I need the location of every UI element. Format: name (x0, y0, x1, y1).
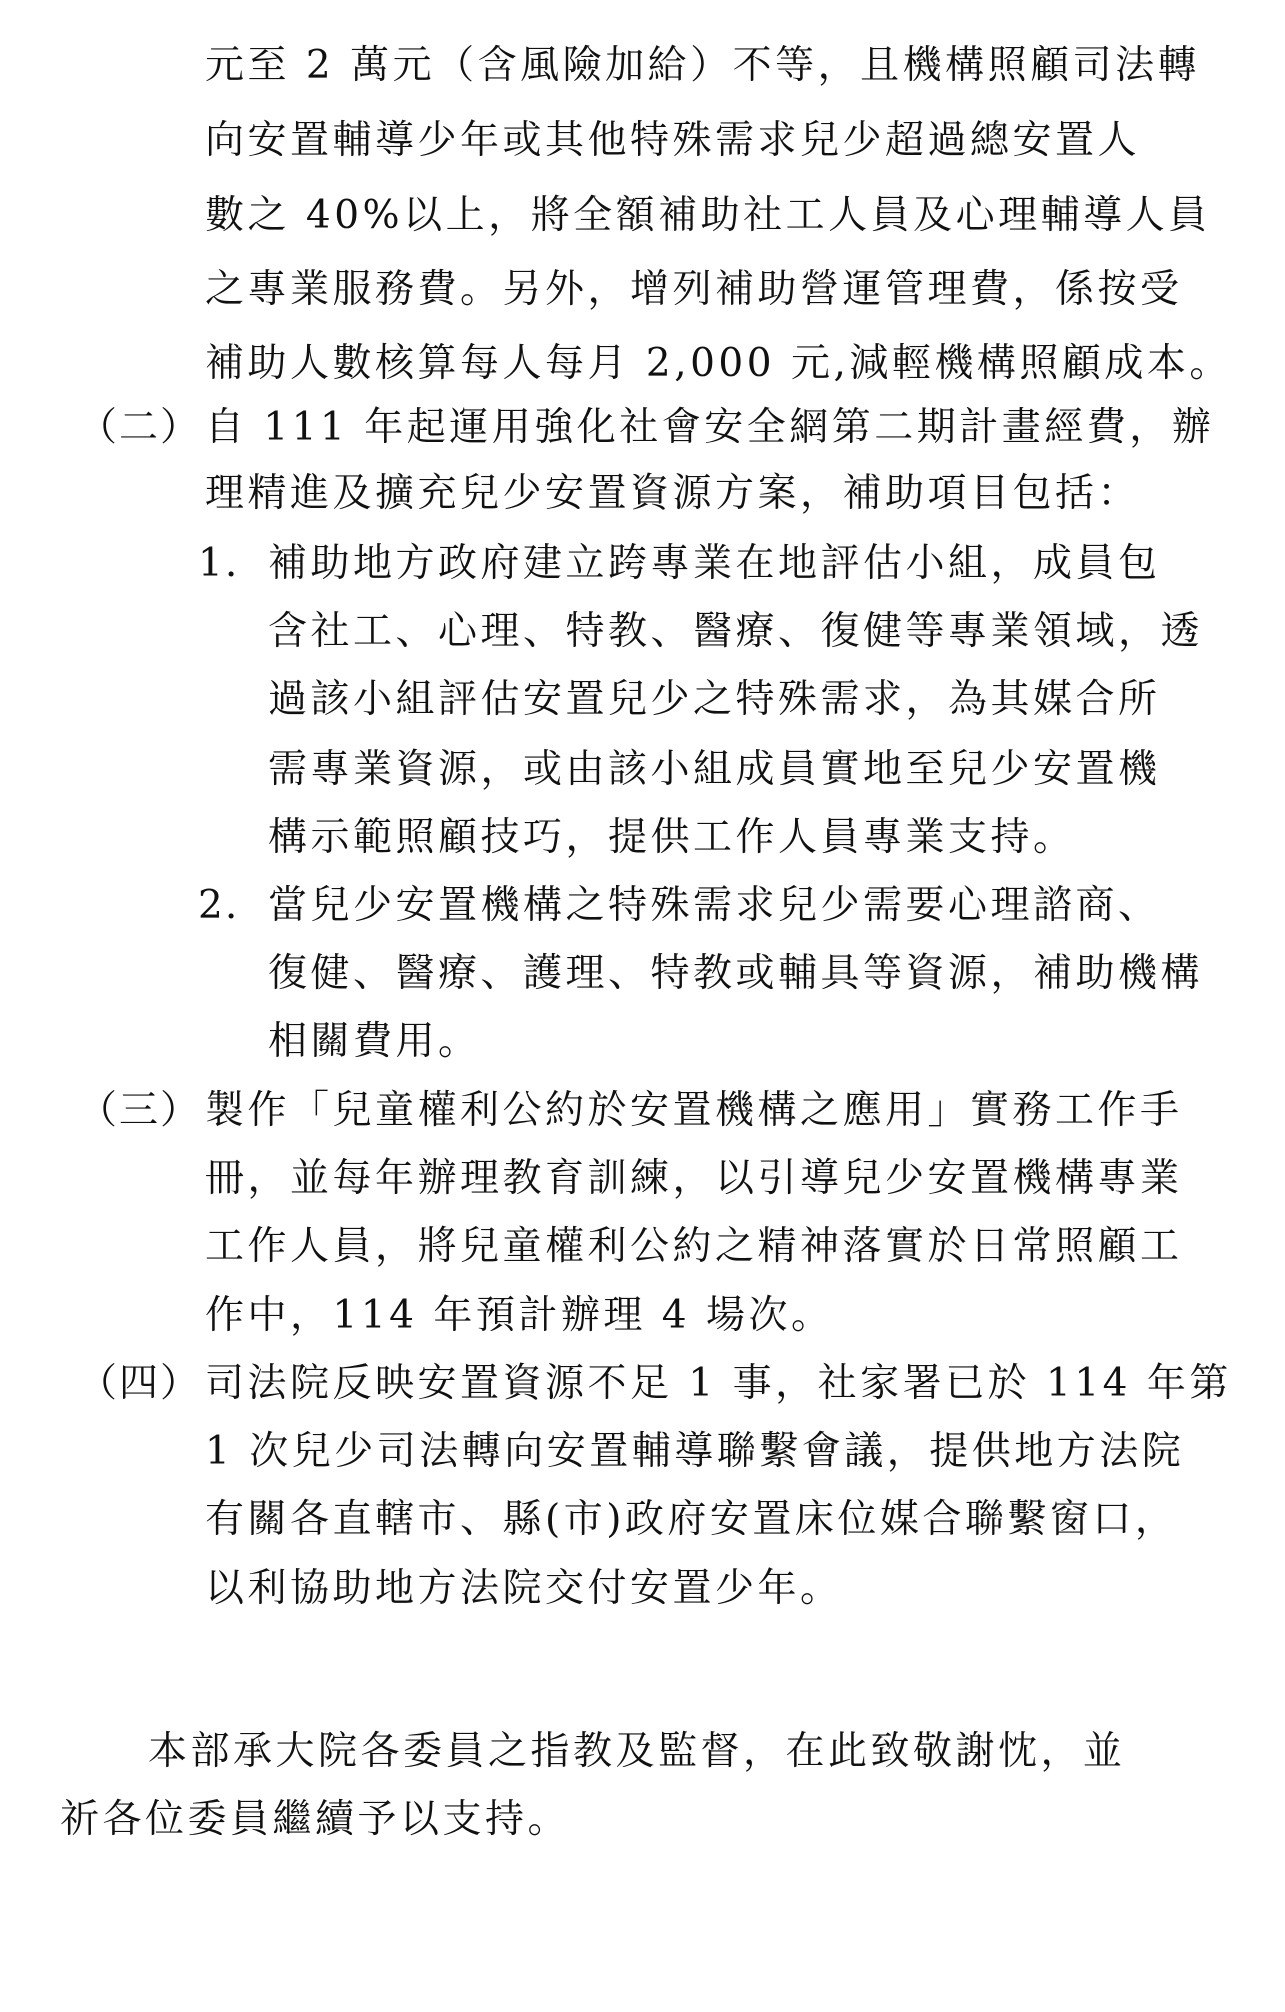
section-4-line-3: 有關各直轄市、縣(市)政府安置床位媒合聯繫窗口， (205, 1497, 1178, 1542)
intro-line-3: 數之 40%以上，將全額補助社工人員及心理輔導人員 (205, 193, 1211, 238)
item-1-line-2: 含社工、心理、特教、醫療、復健等專業領域，透 (268, 609, 1204, 654)
item-2-line-2: 復健、醫療、護理、特教或輔具等資源，補助機構 (268, 951, 1204, 996)
section-4-line-2: 1 次兒少司法轉向安置輔導聯繫會議，提供地方法院 (205, 1429, 1185, 1474)
section-3-line-3: 工作人員，將兒童權利公約之精神落實於日常照顧工 (205, 1224, 1183, 1269)
section-3-line-1: 製作「兒童權利公約於安置機構之應用」實務工作手 (205, 1088, 1183, 1133)
item-1-line-3: 過該小組評估安置兒少之特殊需求，為其媒合所 (268, 677, 1161, 722)
item-2-line-3: 相關費用。 (268, 1019, 481, 1064)
section-3-line-2: 冊，並每年辦理教育訓練，以引導兒少安置機構專業 (205, 1156, 1183, 1201)
intro-line-5: 補助人數核算每人每月 2,000 元,減輕機構照顧成本。 (205, 341, 1232, 386)
item-2-marker: 2. (198, 883, 240, 928)
section-3-marker: （三） (78, 1088, 202, 1133)
section-4-line-1: 司法院反映安置資源不足 1 事，社家署已於 114 年第 (205, 1361, 1232, 1406)
intro-line-2: 向安置輔導少年或其他特殊需求兒少超過總安置人 (205, 118, 1141, 163)
closing-line-2: 祈各位委員繼續予以支持。 (60, 1797, 571, 1842)
closing-line-1: 本部承大院各委員之指教及監督，在此致敬謝忱，並 (148, 1729, 1126, 1774)
section-4-marker: （四） (78, 1361, 202, 1406)
intro-line-1: 元至 2 萬元（含風險加給）不等，且機構照顧司法轉 (205, 43, 1201, 88)
item-1-marker: 1. (198, 541, 240, 586)
section-2-line-1: 自 111 年起運用強化社會安全網第二期計畫經費，辦 (205, 405, 1215, 450)
section-4-line-4: 以利協助地方法院交付安置少年。 (205, 1566, 843, 1611)
item-1-line-1: 補助地方政府建立跨專業在地評估小組，成員包 (268, 541, 1161, 586)
section-2-marker: （二） (78, 405, 202, 450)
section-3-line-4: 作中，114 年預計辦理 4 場次。 (205, 1293, 834, 1338)
item-1-line-5: 構示範照顧技巧，提供工作人員專業支持。 (268, 815, 1076, 860)
intro-line-4: 之專業服務費。另外，增列補助營運管理費，係按受 (205, 267, 1183, 312)
item-2-line-1: 當兒少安置機構之特殊需求兒少需要心理諮商、 (268, 883, 1161, 928)
item-1-line-4: 需專業資源，或由該小組成員實地至兒少安置機 (268, 747, 1161, 792)
section-2-line-2: 理精進及擴充兒少安置資源方案，補助項目包括： (205, 471, 1141, 516)
